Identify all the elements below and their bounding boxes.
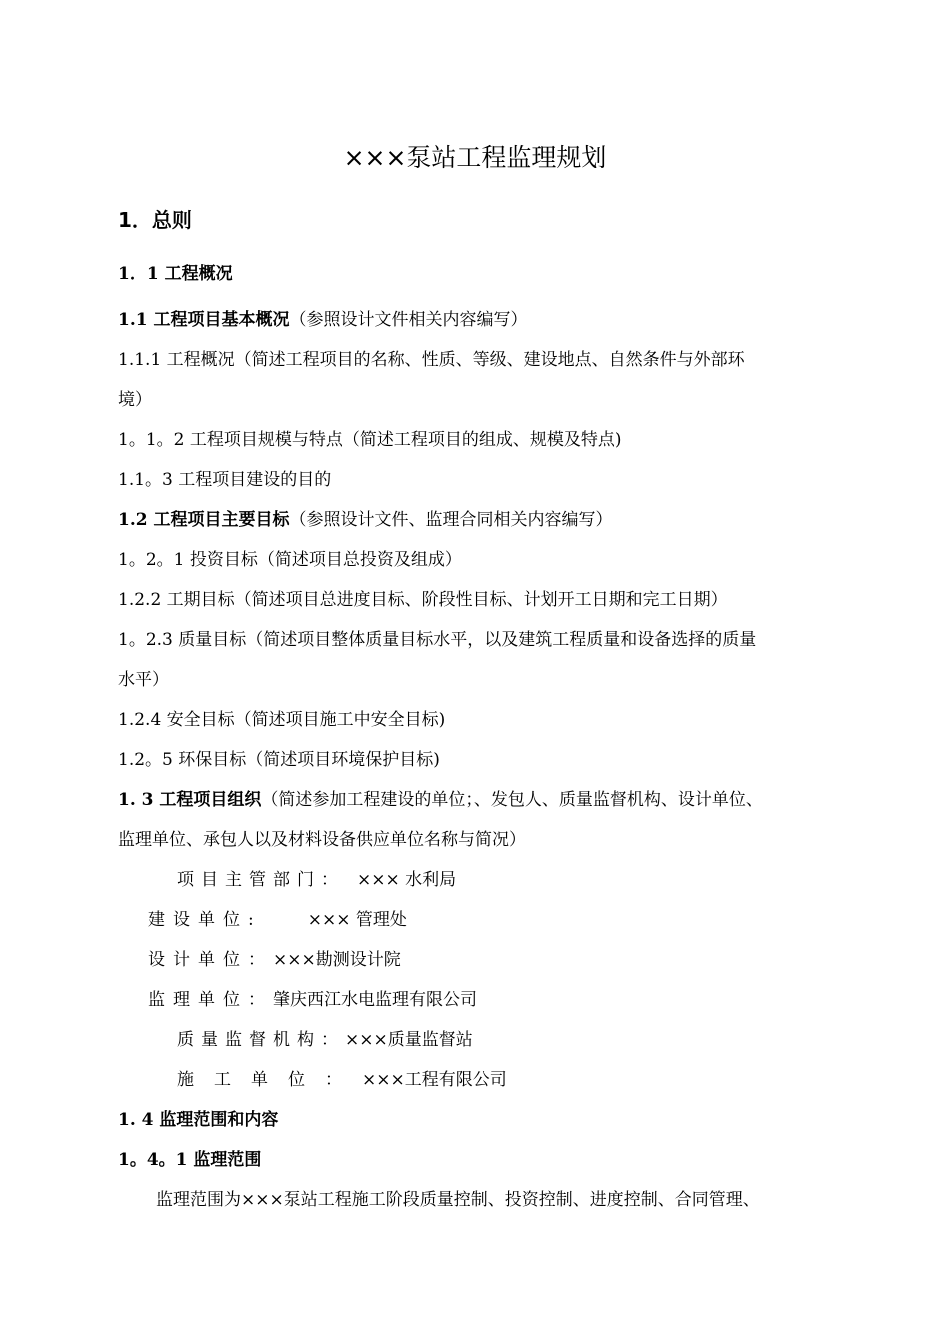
section-1-heading: 1．总则	[118, 208, 192, 232]
paragraph-1-1-1-line1: 1.1.1 工程概况（简述工程项目的名称、性质、等级、建设地点、自然条件与外部环	[118, 350, 745, 370]
subheading-note: （参照设计文件相关内容编写）	[289, 310, 528, 330]
org-build-row	[148, 909, 407, 931]
section-1-1-heading: 1．1 工程概况	[118, 264, 233, 284]
paragraph-1-2-5: 1.2。5 环保目标（简述项目环境保护目标)	[118, 750, 440, 770]
org-build-value: ××× 管理处	[307, 910, 407, 930]
org-dept-label: 项目主管部门：	[177, 870, 345, 890]
document-title: ×××泵站工程监理规划	[343, 143, 607, 172]
subheading-note: （简述参加工程建设的单位；、发包人、质量监督机构、设计单位、	[261, 790, 763, 810]
section-1-3-line1	[118, 789, 763, 811]
org-design-label: 设计单位：	[148, 950, 273, 970]
subheading-bold: 1.2 工程项目主要目标	[118, 510, 290, 530]
paragraph-1-2-1: 1。2。1 投资目标（简述项目总投资及组成）	[118, 550, 462, 570]
org-dept-value: ××× 水利局	[357, 870, 457, 890]
org-supervise-value: 肇庆西江水电监理有限公司	[273, 990, 477, 1010]
subheading-bold: 1.1 工程项目基本概况	[118, 310, 290, 330]
paragraph-1-1-2: 1。1。2 工程项目规模与特点（简述工程项目的组成、规模及特点)	[118, 430, 622, 450]
org-quality-row	[177, 1029, 473, 1051]
paragraph-1-2-3-line2: 水平）	[118, 670, 169, 690]
section-1-1-subheading	[118, 309, 528, 331]
org-quality-label: 质量监督机构：	[177, 1030, 345, 1050]
org-supervise-row	[148, 989, 477, 1011]
paragraph-1-2-4: 1.2.4 安全目标（简述项目施工中安全目标)	[118, 710, 446, 730]
org-supervise-label: 监理单位：	[148, 990, 273, 1010]
section-1-2-subheading	[118, 509, 613, 531]
org-build-label: 建设单位:	[148, 910, 262, 930]
org-construct-row	[177, 1069, 507, 1091]
subheading-bold: 1. 3 工程项目组织	[118, 790, 262, 810]
section-1-3-line2: 监理单位、承包人以及材料设备供应单位名称与简况）	[118, 830, 526, 850]
subheading-note: （参照设计文件、监理合同相关内容编写）	[289, 510, 613, 530]
org-construct-value: ×××工程有限公司	[362, 1070, 507, 1090]
section-1-4-1-heading: 1。4。1 监理范围	[118, 1150, 262, 1170]
org-construct-label: 施工单位：	[177, 1070, 362, 1090]
section-1-4-heading: 1. 4 监理范围和内容	[118, 1110, 279, 1130]
org-quality-value: ×××质量监督站	[345, 1030, 473, 1050]
paragraph-1-1-1-line2: 境）	[118, 390, 152, 410]
paragraph-1-1-3: 1.1。3 工程项目建设的目的	[118, 470, 332, 490]
org-design-row	[148, 949, 401, 971]
paragraph-1-2-3-line1: 1。2.3 质量目标（简述项目整体质量目标水平，以及建筑工程质量和设备选择的质量	[118, 630, 757, 650]
paragraph-1-4-1: 监理范围为×××泵站工程施工阶段质量控制、投资控制、进度控制、合同管理、	[156, 1190, 760, 1210]
org-design-value: ×××勘测设计院	[273, 950, 401, 970]
org-dept-row	[177, 869, 456, 891]
paragraph-1-2-2: 1.2.2 工期目标（简述项目总进度目标、阶段性目标、计划开工日期和完工日期）	[118, 590, 728, 610]
